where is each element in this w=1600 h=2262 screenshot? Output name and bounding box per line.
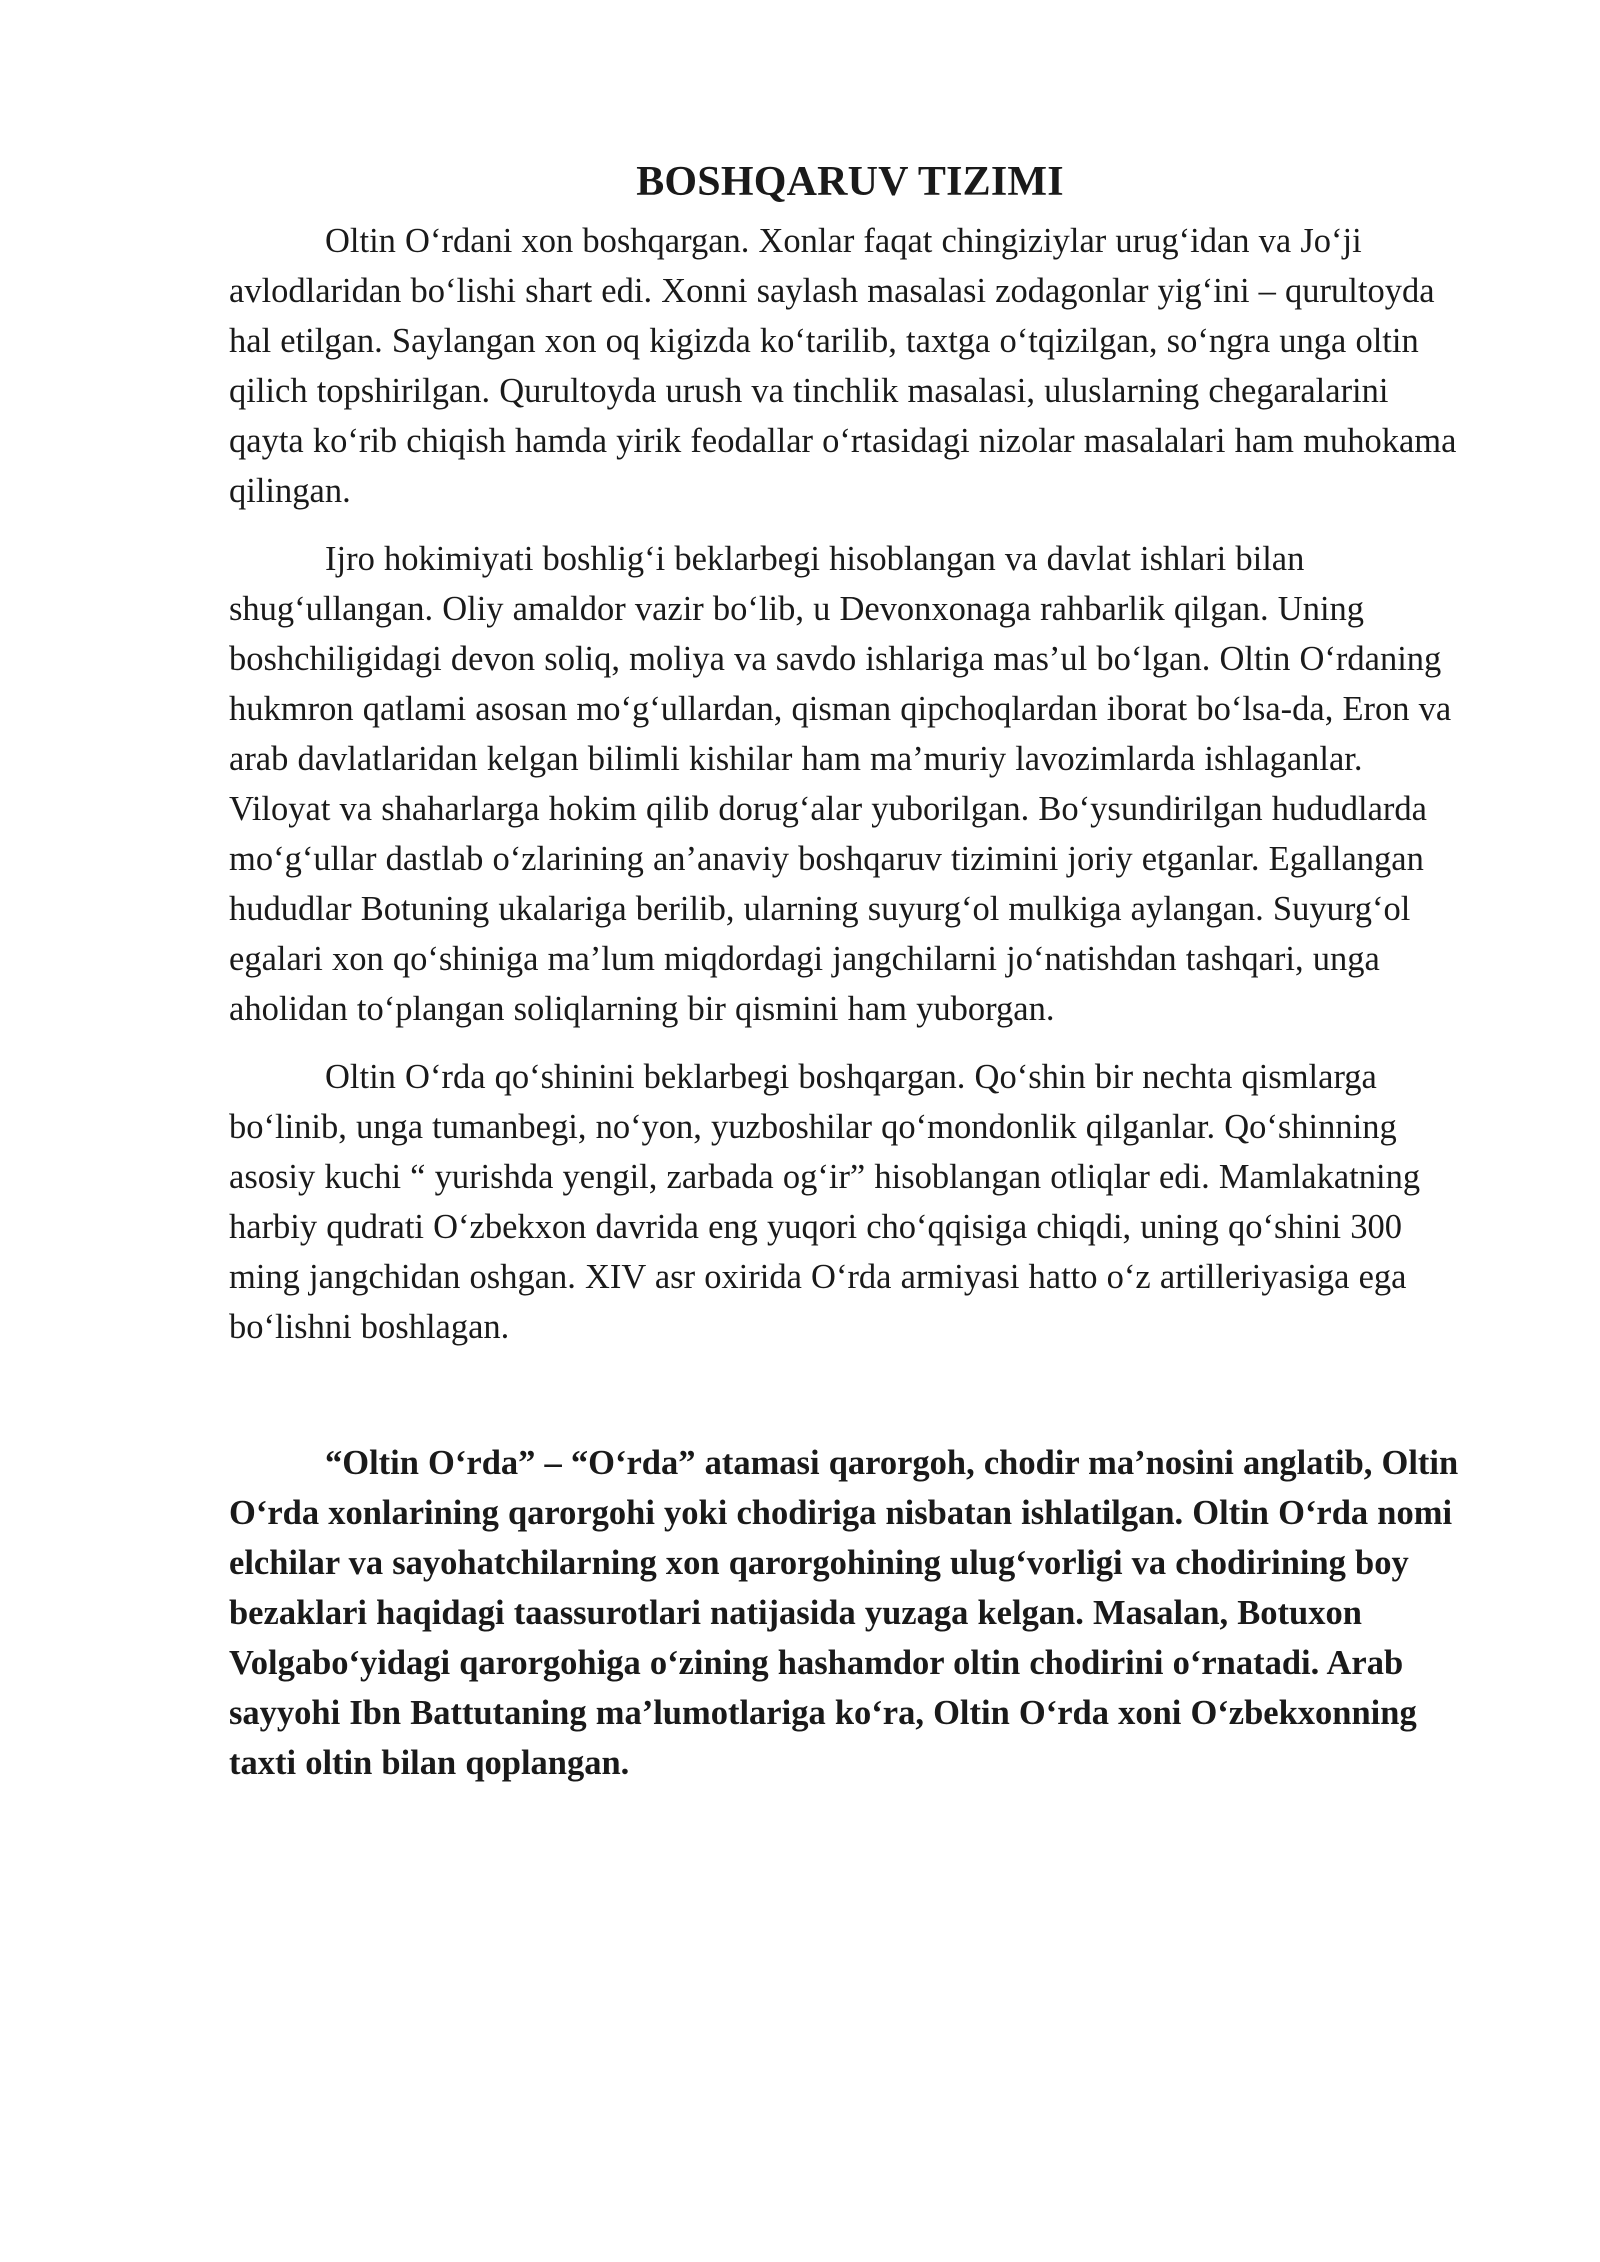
document-body [229, 150, 1471, 1806]
page-title: BOSHQARUV TIZIMI [636, 159, 1064, 205]
paragraph-executive-power: Ijro hokimiyati boshlig‘i beklarbegi hisoblangan va davlat ishlari bilan shug‘ullangan. Oliy amaldor vazir bo‘lib, u Devonxonaga rahbarlik qilgan. Uning boshchiligidagi devon soliq, moliya va savdo ishlariga mas’ul bo‘lgan. Oltin O‘rdaning hukmron qatlami asosan mo‘g‘ullardan, qisman qipchoqlardan iborat bo‘lsa-da, Eron va arab davlatlaridan kelgan bilimli kishilar ham ma’muriy lavozimlarda ishlaganlar. Viloyat va shaharlarga hokim qilib dorug‘alar yuborilgan. Bo‘ysundirilgan hududlarda mo‘g‘ullar dastlab o‘zlarining an’anaviy boshqaruv tizimini joriy etganlar. Egallangan hududlar Botuning ukalariga berilib, ularning suyurg‘ol mulkiga aylangan. Suyurg‘ol egalari xon qo‘shiniga ma’lum miqdordagi jangchilarni jo‘natishdan tashqari, unga aholidan to‘plangan soliqlarning bir qismini ham yuborgan. [229, 540, 1452, 1028]
note-paragraph: “Oltin O‘rda” – “O‘rda” atamasi qarorgoh, chodir ma’nosini anglatib, Oltin O‘rda xonlarining qarorgohi yoki chodiriga nisbatan ishlatilgan. Oltin O‘rda nomi elchilar va sayohatchilarning xon qarorgohining ulug‘vorligi va chodirining boy bezaklari haqidagi taassurotlari natijasida yuzaga kelgan. Masalan, Botuxon Volgabo‘yidagi qarorgohiga o‘zining hashamdor oltin chodirini o‘rnatadi. Arab sayyohi Ibn Battutaning ma’lumotlariga ko‘ra, Oltin O‘rda xoni O‘zbekxonning taxti oltin bilan qoplangan. [229, 1444, 1459, 1782]
paragraph-governance: Oltin O‘rdani xon boshqargan. Xonlar faqat chingiziylar urug‘idan va Jo‘ji avlodlaridan bo‘lishi shart edi. Xonni saylash masalasi zodagonlar yig‘ini – qurultoyda hal etilgan. Saylangan xon oq kigizda ko‘tarilib, taxtga o‘tqizilgan, so‘ngra unga oltin qilich topshirilgan. Qurultoyda urush va tinchlik masalasi, uluslarning chegaralarini qayta ko‘rib chiqish hamda yirik feodallar o‘rtasidagi nizolar masalalari ham muhokama qilingan. [229, 222, 1457, 510]
paragraph-army: Oltin O‘rda qo‘shinini beklarbegi boshqargan. Qo‘shin bir nechta qismlarga bo‘linib, unga tumanbegi, no‘yon, yuzboshilar qo‘mondonlik qilganlar. Qo‘shinning asosiy kuchi “ yurishda yengil, zarbada og‘ir” hisoblangan otliqlar edi. Mamlakatning harbiy qudrati O‘zbekxon davrida eng yuqori cho‘qqisiga chiqdi, uning qo‘shini 300 ming jangchidan oshgan. XIV asr oxirida O‘rda armiyasi hatto o‘z artilleriyasiga ega bo‘lishni boshlagan. [229, 1058, 1421, 1346]
